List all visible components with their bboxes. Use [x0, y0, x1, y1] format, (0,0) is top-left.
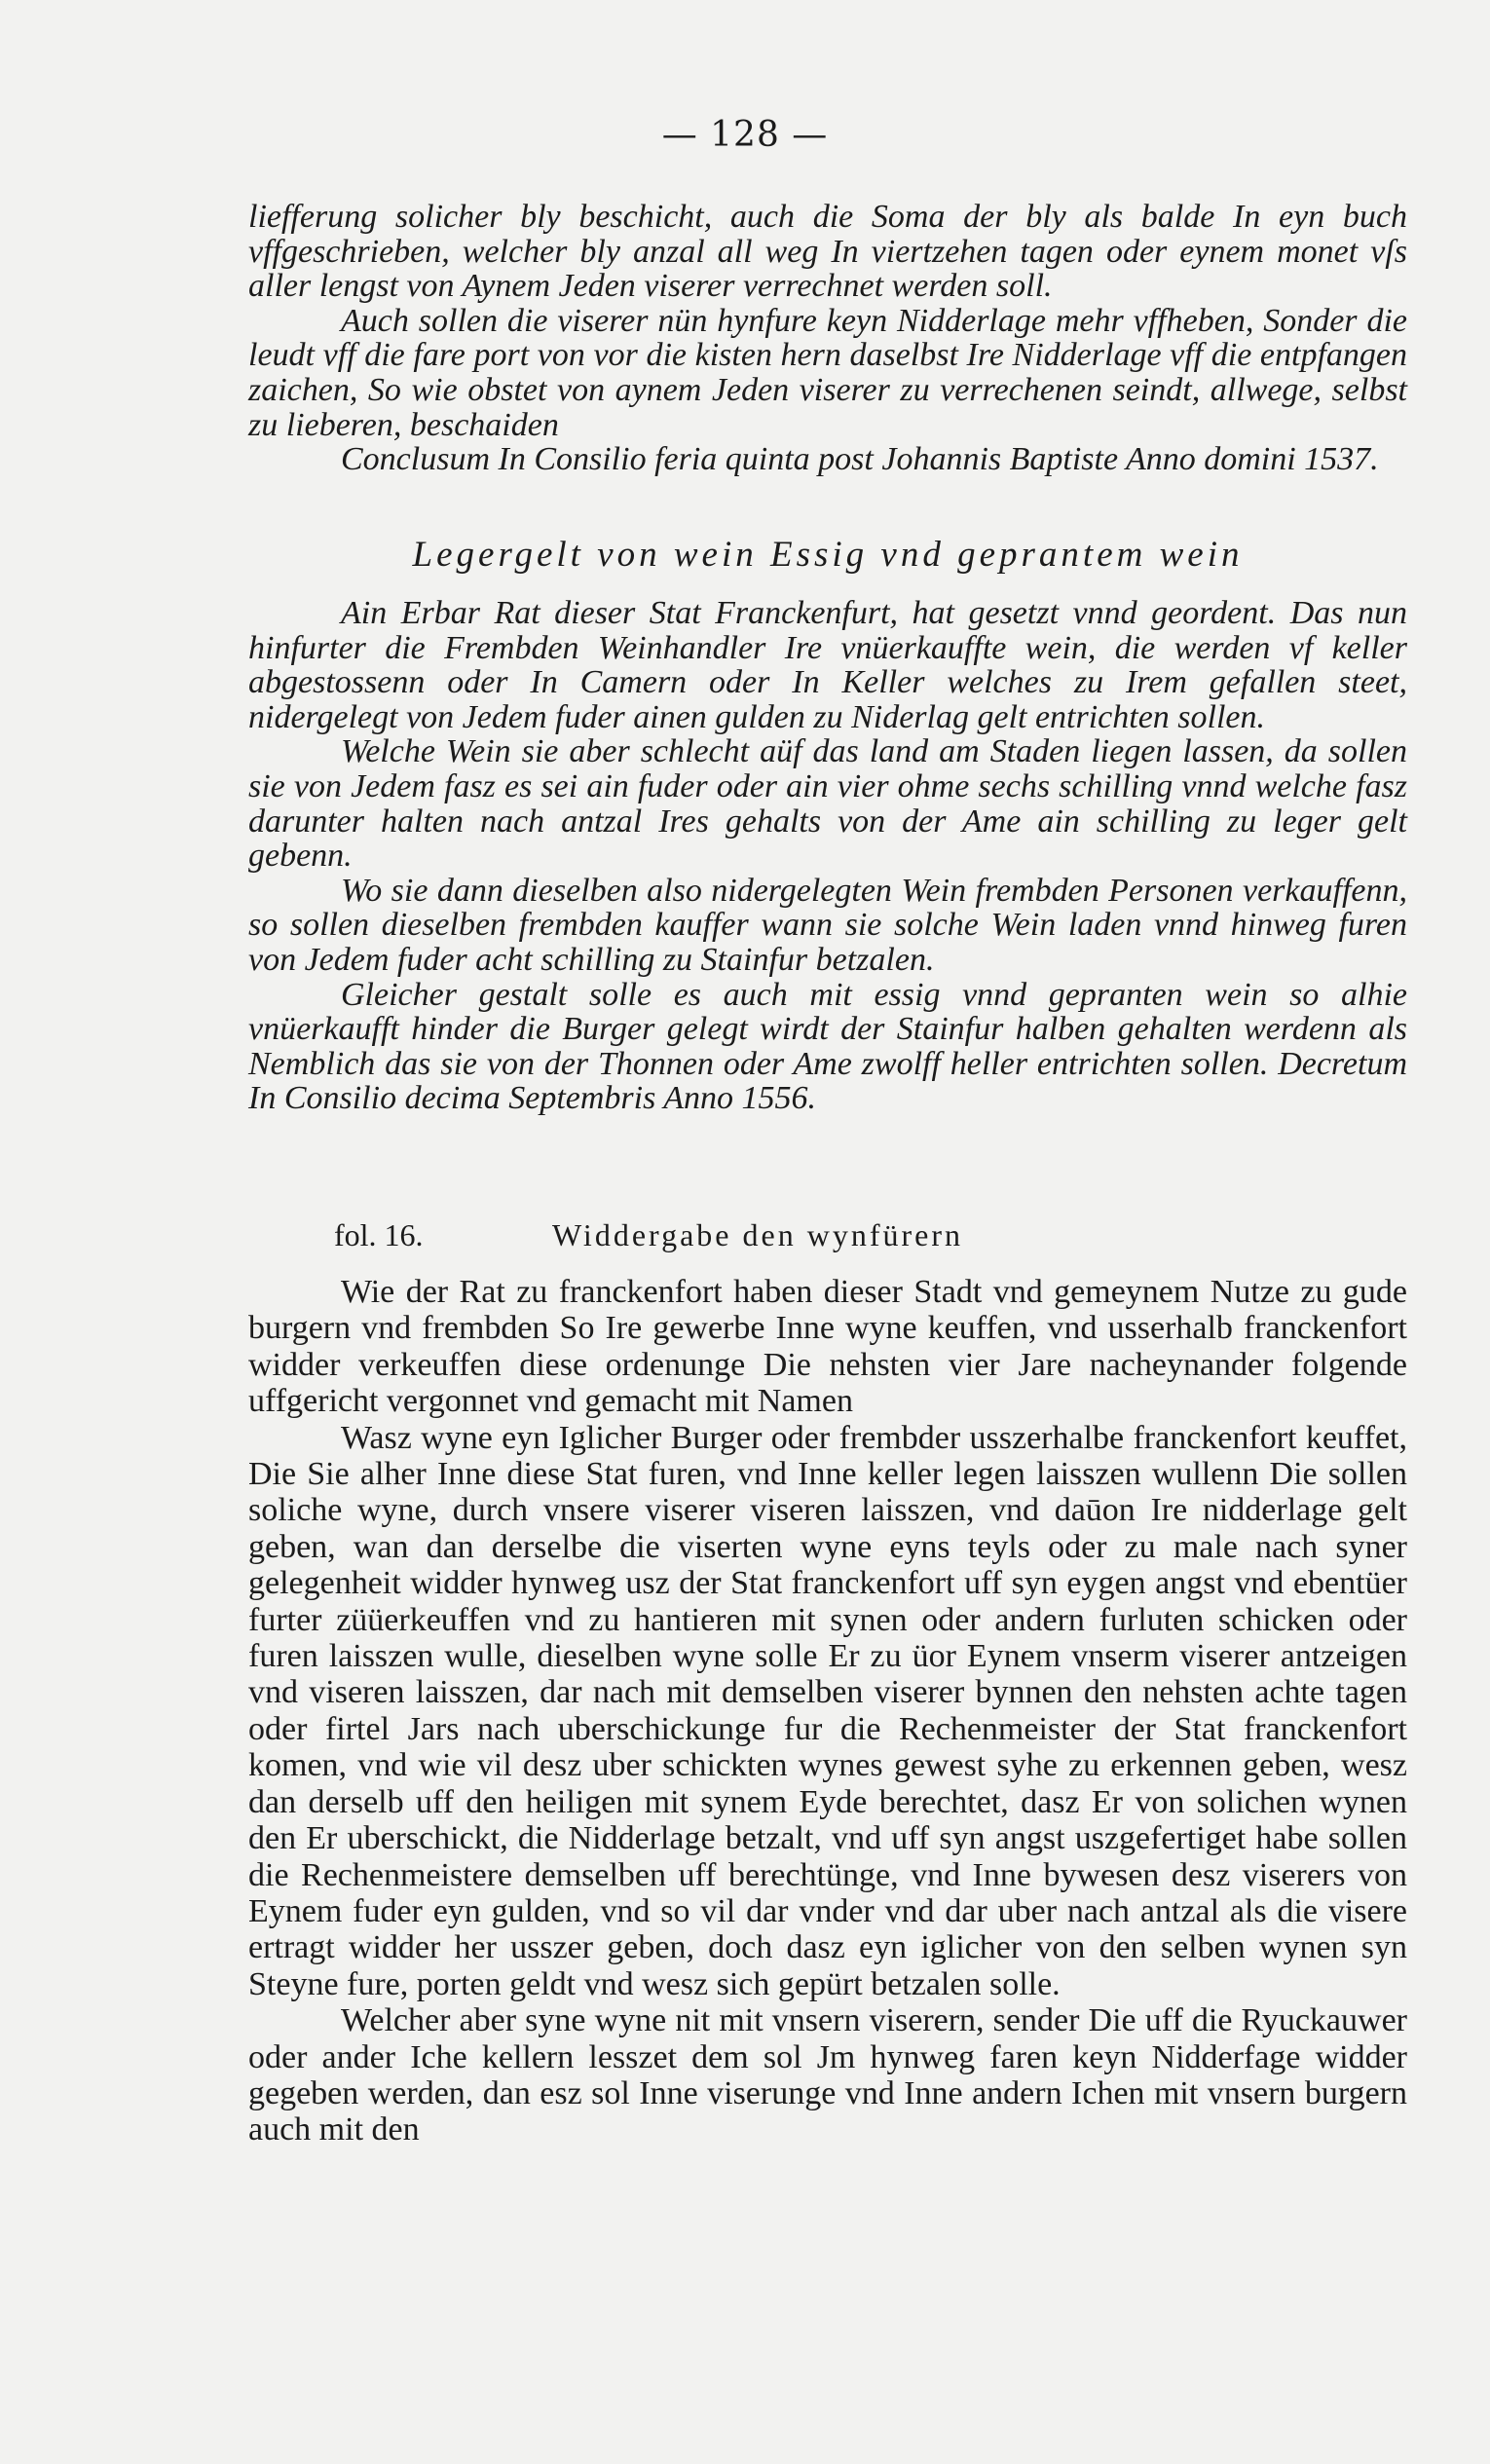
- folio-title: Widdergabe den wynfürern: [552, 1217, 963, 1252]
- roman-block: [248, 1274, 1407, 2148]
- paragraph: Auch sollen die viserer nün hynfure keyn Nidderlage mehr vffheben, Sonder die leudt vff die fare port von vor die kisten hern daselbst Ire Nidderlage vff die entpfangen zaichen, So wie obstet von aynem Jeden viserer zu verrechenen seindt, allwege, selbst zu lieberen, beschaiden: [248, 302, 1407, 443]
- italic-block-2: [248, 596, 1407, 1116]
- section-heading: Legergelt von wein Essig vnd geprantem wein: [412, 535, 1244, 575]
- paragraph: liefferung solicher bly beschicht, auch die Soma der bly als balde In eyn buch vffgeschrieben, welcher bly anzal all weg In viertzehen tagen oder eynem monet vſs aller lengst von Aynem Jeden viserer verrechnet werden soll.: [248, 199, 1407, 305]
- italic-block-1: [248, 200, 1407, 477]
- paragraph: Wo sie dann dieselben also nidergelegten Wein frembden Personen verkauffenn, so sollen dieselben frembden kauffer wann sie solche Wein laden vnnd hinweg furen von Jedem fuder acht schilling zu Stainfur betzalen.: [248, 872, 1407, 978]
- page-number: — 128 —: [661, 115, 829, 155]
- paragraph: Welche Wein sie aber schlecht aüf das land am Staden liegen lassen, da sollen sie von Jedem fasz es sei ain fuder oder ain vier ohme sechs schilling vnnd welche fasz darunter halten nach antzal Ires gehalts von der Ame ain schilling zu leger gelt gebenn.: [248, 733, 1407, 875]
- paragraph: Welcher aber syne wyne nit mit vnsern viserern, sender Die uff die Ryuckauwer oder ander Iche kellern lesszet dem sol Jm hynweg faren keyn Nidderfage widder gegeben werden, dan esz sol Inne viserunge vnd Inne andern Ichen mit vnsern burgern auch mit den: [248, 2002, 1407, 2148]
- paragraph: Wie der Rat zu franckenfort haben dieser Stadt vnd gemeynem Nutze zu gude burgern vnd frembden So Ire gewerbe Inne wyne keuffen, vnd usserhalb franckenfort widder verkeuffen diese ordenunge Die nehsten vier Jare nacheynander folgende uffgericht vergonnet vnd gemacht mit Namen: [248, 1274, 1407, 1420]
- paragraph: Gleicher gestalt solle es auch mit essig vnnd gepranten wein so alhie vnüerkaufft hinder die Burger gelegt wirdt der Stainfur halben gehalten werdenn als Nemblich das sie von der Thonnen oder Ame zwolff heller entrichten sollen. Decretum In Consilio decima Septembris Anno 1556.: [248, 976, 1407, 1117]
- paragraph: Conclusum In Consilio feria quinta post Johannis Baptiste Anno domini 1537.: [341, 441, 1379, 478]
- folio-label: fol. 16.: [334, 1217, 424, 1252]
- paragraph: Ain Erbar Rat dieser Stat Franckenfurt, hat gesetzt vnnd geordent. Das nun hinfurter die Frembden Weinhandler Ire vnüerkauffte wein, die werden vf keller abgestossenn oder In Camern oder In Keller welches zu Irem gefallen steet, nidergelegt von Jedem fuder ainen gulden zu Niderlag gelt entrichten sollen.: [248, 595, 1407, 735]
- paragraph: Wasz wyne eyn Iglicher Burger oder frembder usszerhalbe franckenfort keuffet, Die Sie alher Inne diese Stat furen, vnd Inne keller legen laisszen wullenn Die sollen soliche wyne, durch vnsere viserer viseren laisszen, vnd daūon Ire nidderlage gelt geben, wan dan derselbe die viserten wyne eyns teyls oder zu male nach syner gelegenheit widder hynweg usz der Stat franckenfort uff syn eygen angst vnd ebentüer furter züüerkeuffen vnd zu hantieren mit synen oder andern furluten schicken oder furen laisszen wulle, dieselben wyne solle Er zu üor Eynem vnserm viserer antzeigen vnd viseren laisszen, dar nach mit demselben viserer bynnen den nehsten achte tagen oder firtel Jars nach uberschickunge fur die Rechenmeister der Stat franckenfort komen, vnd wie vil desz uber schickten wynes gewest syhe zu erkennen geben, wesz dan derselb uff den heiligen mit synem Eyde berechtet, dasz Er von solichen wynen den Er uberschickt, die Nidderlage betzalt, vnd uff syn angst uszgefertiget habe sollen die Rechenmeistere demselben uff berechtünge, vnd Inne bywesen desz viserers von Eynem fuder eyn gulden, vnd so vil dar vnder vnd dar uber nach antzal als die visere ertragt widder her usszer geben, doch dasz eyn iglicher von den selben wynen syn Steyne fure, porten geldt vnd wesz sich gepürt betzalen solle.: [248, 1419, 1407, 2002]
